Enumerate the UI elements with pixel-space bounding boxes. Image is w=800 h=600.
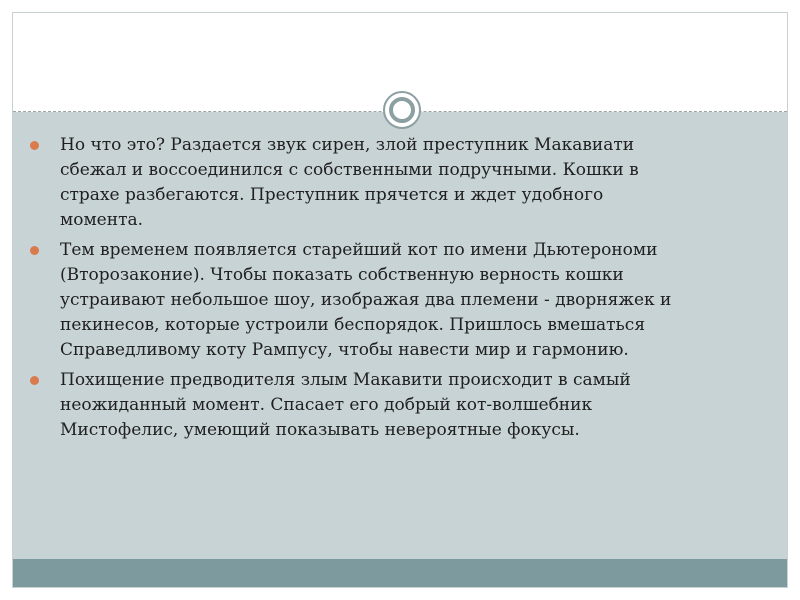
bullet-text: Но что это? Раздается звук сирен, злой преступник Макавиати сбежал и воссоединился с собственными подручными. Кошки в страхе разбегаются. Преступник прячется и ждет удобного момента. bbox=[60, 135, 639, 230]
bullet-dot-icon bbox=[30, 246, 39, 255]
list-item bbox=[30, 238, 770, 363]
circle-ornament-icon bbox=[383, 91, 421, 129]
bullet-list bbox=[30, 133, 770, 448]
list-item bbox=[30, 133, 770, 233]
bullet-dot-icon bbox=[30, 141, 39, 150]
footer-bar bbox=[13, 559, 787, 588]
bullet-text: Тем временем появляется старейший кот по имени Дьютерономи (Второзаконие). Чтобы показать собственную верность кошки устраивают небольшое шоу, изображая два племени - дворняжек и пекинесов, которые устроили беспорядок. Пришлось вмешаться Справедливому коту Рампусу, чтобы навести мир и гармонию. bbox=[60, 240, 672, 360]
bullet-dot-icon bbox=[30, 376, 39, 385]
list-item bbox=[30, 368, 770, 443]
bullet-text: Похищение предводителя злым Макавити происходит в самый неожиданный момент. Спасает его добрый кот-волшебник Мистофелис, умеющий показывать невероятные фокусы. bbox=[60, 370, 631, 440]
